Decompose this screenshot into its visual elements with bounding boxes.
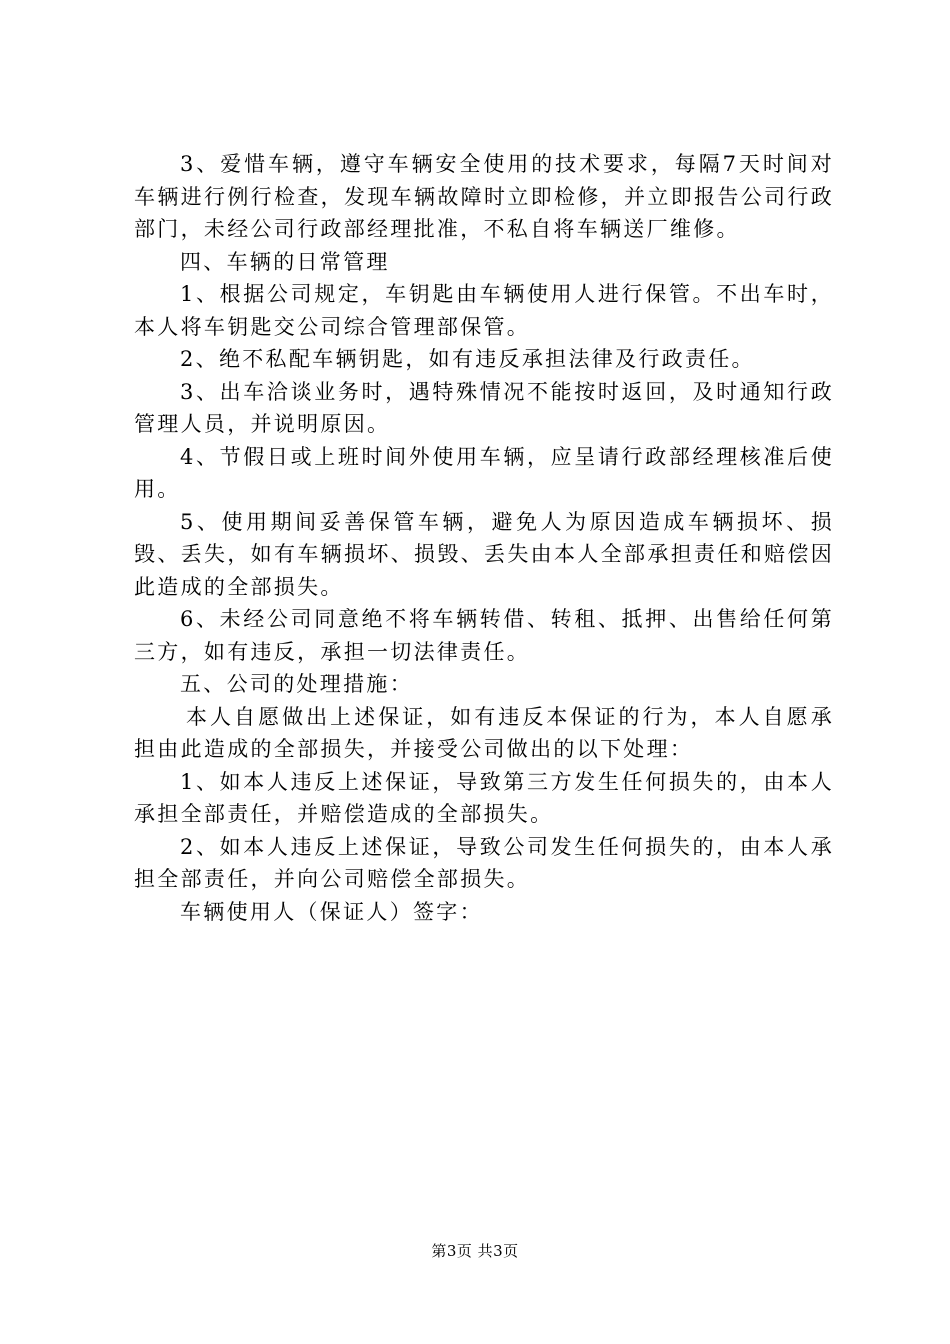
- paragraph-measure-1-third-party: 1、如本人违反上述保证，导致第三方发生任何损失的，由本人承担全部责任，并赔偿造成的全部损失。: [134, 769, 834, 826]
- section-heading-company-measures: 五、公司的处理措施：: [180, 672, 413, 696]
- paragraph-item-4-holiday-use: 4、节假日或上班时间外使用车辆，应呈请行政部经理核准后使用。: [134, 444, 834, 501]
- paragraph-item-6-no-transfer: 6、未经公司同意绝不将车辆转借、转租、抵押、出售给任何第三方，如有违反，承担一切法律责任。: [134, 607, 834, 664]
- document-body: [134, 148, 834, 928]
- paragraph-item-3-business-trips: 3、出车洽谈业务时，遇特殊情况不能按时返回，及时通知行政管理人员，并说明原因。: [134, 379, 834, 436]
- page-number-footer: 第3页 共3页: [431, 1242, 519, 1260]
- paragraph-item-2-no-key-copies: 2、绝不私配车辆钥匙，如有违反承担法律及行政责任。: [180, 347, 755, 371]
- paragraph-item-5-safekeeping: 5、使用期间妥善保管车辆，避免人为原因造成车辆损坏、损毁、丢失，如有车辆损坏、损毁、丢失由本人全部承担责任和赔偿因此造成的全部损失。: [134, 509, 834, 599]
- paragraph-voluntary-statement: 本人自愿做出上述保证，如有违反本保证的行为，本人自愿承担由此造成的全部损失，并接受公司做出的以下处理：: [134, 704, 834, 761]
- paragraph-measure-2-company-loss: 2、如本人违反上述保证，导致公司发生任何损失的，由本人承担全部责任，并向公司赔偿全部损失。: [134, 834, 834, 891]
- paragraph-item-3-vehicle-care: 3、爱惜车辆，遵守车辆安全使用的技术要求，每隔7天时间对车辆进行例行检查，发现车辆故障时立即检修，并立即报告公司行政部门，未经公司行政部经理批准，不私自将车辆送厂维修。: [134, 152, 834, 241]
- section-heading-daily-management: 四、车辆的日常管理: [180, 249, 390, 274]
- signature-line: 车辆使用人（保证人）签字：: [180, 899, 483, 924]
- paragraph-item-1-key-custody: 1、根据公司规定，车钥匙由车辆使用人进行保管。不出车时，本人将车钥匙交公司综合管理部保管。: [134, 282, 834, 339]
